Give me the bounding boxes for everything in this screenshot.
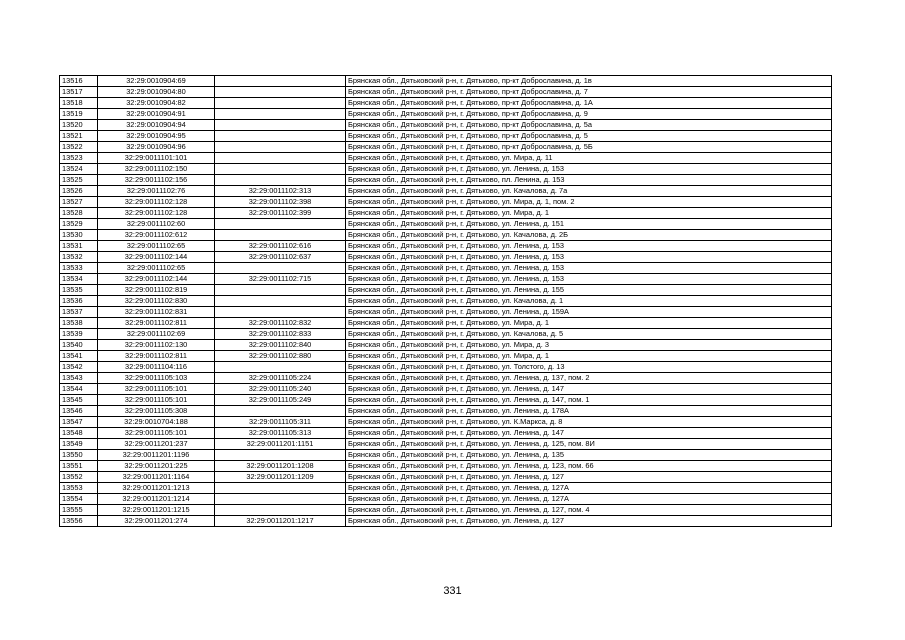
table-row: [60, 483, 832, 494]
table-row: [60, 98, 832, 109]
parent-cadastral-number-cell: 32:29:0011102:399: [215, 208, 346, 219]
parent-cadastral-number-cell: [215, 362, 346, 373]
parent-cadastral-number-cell: [215, 450, 346, 461]
address-cell: Брянская обл., Дятьковский р-н, г. Дятьково, пр-кт Доброславина, д. 1А: [346, 98, 832, 109]
parent-cadastral-number-cell: [215, 230, 346, 241]
cadastral-number-cell: 32:29:0010904:69: [98, 76, 215, 87]
address-cell: Брянская обл., Дятьковский р-н, г. Дятьково, ул. Ленина, д. 153: [346, 274, 832, 285]
parent-cadastral-number-cell: 32:29:0011105:311: [215, 417, 346, 428]
address-cell: Брянская обл., Дятьковский р-н, г. Дятьково, ул. Качалова, д. 1: [346, 296, 832, 307]
address-cell: Брянская обл., Дятьковский р-н, г. Дятьково, ул. Качалова, д. 7а: [346, 186, 832, 197]
row-number-cell: 13539: [60, 329, 98, 340]
address-cell: Брянская обл., Дятьковский р-н, г. Дятьково, ул. Мира, д. 1: [346, 318, 832, 329]
address-cell: Брянская обл., Дятьковский р-н, г. Дятьково, пр-кт Доброславина, д. 5а: [346, 120, 832, 131]
table-row: [60, 241, 832, 252]
row-number-cell: 13532: [60, 252, 98, 263]
address-cell: Брянская обл., Дятьковский р-н, г. Дятьково, пр-кт Доброславина, д. 9: [346, 109, 832, 120]
cadastral-number-cell: 32:29:0011102:144: [98, 252, 215, 263]
parent-cadastral-number-cell: 32:29:0011102:637: [215, 252, 346, 263]
table-row: [60, 505, 832, 516]
address-cell: Брянская обл., Дятьковский р-н, г. Дятьково, ул. Ленина, д. 147: [346, 384, 832, 395]
cadastral-number-cell: 32:29:0011102:831: [98, 307, 215, 318]
address-cell: Брянская обл., Дятьковский р-н, г. Дятьково, ул. Ленина, д. 127, пом. 4: [346, 505, 832, 516]
cadastral-number-cell: 32:29:0011105:101: [98, 428, 215, 439]
parent-cadastral-number-cell: 32:29:0011102:715: [215, 274, 346, 285]
address-cell: Брянская обл., Дятьковский р-н, г. Дятьково, ул. Ленина, д. 153: [346, 252, 832, 263]
cadastral-number-cell: 32:29:0011201:1164: [98, 472, 215, 483]
table-row: [60, 109, 832, 120]
row-number-cell: 13546: [60, 406, 98, 417]
address-cell: Брянская обл., Дятьковский р-н, г. Дятьково, ул. Ленина, д. 127: [346, 472, 832, 483]
cadastral-number-cell: 32:29:0011102:130: [98, 340, 215, 351]
parent-cadastral-number-cell: 32:29:0011201:1151: [215, 439, 346, 450]
parent-cadastral-number-cell: [215, 219, 346, 230]
cadastral-number-cell: 32:29:0011105:103: [98, 373, 215, 384]
cadastral-number-cell: 32:29:0011102:830: [98, 296, 215, 307]
table-row: [60, 329, 832, 340]
row-number-cell: 13519: [60, 109, 98, 120]
cadastral-number-cell: 32:29:0011102:128: [98, 208, 215, 219]
row-number-cell: 13556: [60, 516, 98, 527]
parent-cadastral-number-cell: [215, 296, 346, 307]
cadastral-number-cell: 32:29:0011104:116: [98, 362, 215, 373]
table-row: [60, 494, 832, 505]
cadastral-number-cell: 32:29:0011201:1213: [98, 483, 215, 494]
address-cell: Брянская обл., Дятьковский р-н, г. Дятьково, пл. Ленина, д. 153: [346, 175, 832, 186]
cadastral-number-cell: 32:29:0011102:150: [98, 164, 215, 175]
parent-cadastral-number-cell: 32:29:0011102:833: [215, 329, 346, 340]
row-number-cell: 13529: [60, 219, 98, 230]
row-number-cell: 13530: [60, 230, 98, 241]
table-row: [60, 153, 832, 164]
parent-cadastral-number-cell: 32:29:0011201:1209: [215, 472, 346, 483]
cadastral-number-cell: 32:29:0011101:101: [98, 153, 215, 164]
parent-cadastral-number-cell: [215, 285, 346, 296]
address-cell: Брянская обл., Дятьковский р-н, г. Дятьково, ул. К.Маркса, д. 8: [346, 417, 832, 428]
parent-cadastral-number-cell: 32:29:0011201:1208: [215, 461, 346, 472]
parent-cadastral-number-cell: [215, 307, 346, 318]
cadastral-number-cell: 32:29:0011102:76: [98, 186, 215, 197]
cadastral-number-cell: 32:29:0011201:1214: [98, 494, 215, 505]
table-row: [60, 164, 832, 175]
cadastral-number-cell: 32:29:0011102:69: [98, 329, 215, 340]
row-number-cell: 13551: [60, 461, 98, 472]
address-cell: Брянская обл., Дятьковский р-н, г. Дятьково, ул. Мира, д. 1, пом. 2: [346, 197, 832, 208]
table-row: [60, 285, 832, 296]
address-cell: Брянская обл., Дятьковский р-н, г. Дятьково, ул. Ленина, д. 147, пом. 1: [346, 395, 832, 406]
table-row: [60, 252, 832, 263]
row-number-cell: 13520: [60, 120, 98, 131]
parent-cadastral-number-cell: 32:29:0011102:832: [215, 318, 346, 329]
row-number-cell: 13538: [60, 318, 98, 329]
cadastral-number-cell: 32:29:0011102:60: [98, 219, 215, 230]
cadastral-number-cell: 32:29:0011102:811: [98, 351, 215, 362]
page-number: 331: [443, 585, 462, 597]
table-row: [60, 373, 832, 384]
table-row: [60, 186, 832, 197]
address-cell: Брянская обл., Дятьковский р-н, г. Дятьково, ул. Ленина, д. 151: [346, 219, 832, 230]
address-cell: Брянская обл., Дятьковский р-н, г. Дятьково, ул. Мира, д. 1: [346, 351, 832, 362]
parent-cadastral-number-cell: [215, 109, 346, 120]
row-number-cell: 13543: [60, 373, 98, 384]
cadastral-number-cell: 32:29:0011102:128: [98, 197, 215, 208]
table-row: [60, 516, 832, 527]
register-table-body: [60, 76, 832, 527]
row-number-cell: 13547: [60, 417, 98, 428]
address-cell: Брянская обл., Дятьковский р-н, г. Дятьково, ул. Мира, д. 11: [346, 153, 832, 164]
parent-cadastral-number-cell: [215, 483, 346, 494]
table-row: [60, 428, 832, 439]
parent-cadastral-number-cell: 32:29:0011201:1217: [215, 516, 346, 527]
cadastral-number-cell: 32:29:0010904:95: [98, 131, 215, 142]
row-number-cell: 13533: [60, 263, 98, 274]
address-cell: Брянская обл., Дятьковский р-н, г. Дятьково, ул. Мира, д. 1: [346, 208, 832, 219]
address-cell: Брянская обл., Дятьковский р-н, г. Дятьково, ул. Ленина, д. 153: [346, 241, 832, 252]
row-number-cell: 13549: [60, 439, 98, 450]
row-number-cell: 13535: [60, 285, 98, 296]
parent-cadastral-number-cell: [215, 263, 346, 274]
row-number-cell: 13550: [60, 450, 98, 461]
table-row: [60, 76, 832, 87]
cadastral-number-cell: 32:29:0011102:811: [98, 318, 215, 329]
row-number-cell: 13555: [60, 505, 98, 516]
row-number-cell: 13531: [60, 241, 98, 252]
row-number-cell: 13545: [60, 395, 98, 406]
table-row: [60, 142, 832, 153]
parent-cadastral-number-cell: [215, 494, 346, 505]
row-number-cell: 13522: [60, 142, 98, 153]
address-cell: Брянская обл., Дятьковский р-н, г. Дятьково, ул. Мира, д. 3: [346, 340, 832, 351]
cadastral-number-cell: 32:29:0011102:156: [98, 175, 215, 186]
row-number-cell: 13528: [60, 208, 98, 219]
table-row: [60, 318, 832, 329]
row-number-cell: 13521: [60, 131, 98, 142]
cadastral-number-cell: 32:29:0011201:1196: [98, 450, 215, 461]
table-row: [60, 219, 832, 230]
row-number-cell: 13524: [60, 164, 98, 175]
cadastral-number-cell: 32:29:0011201:225: [98, 461, 215, 472]
row-number-cell: 13537: [60, 307, 98, 318]
address-cell: Брянская обл., Дятьковский р-н, г. Дятьково, ул. Качалова, д. 5: [346, 329, 832, 340]
parent-cadastral-number-cell: [215, 98, 346, 109]
parent-cadastral-number-cell: 32:29:0011105:224: [215, 373, 346, 384]
parent-cadastral-number-cell: [215, 505, 346, 516]
row-number-cell: 13544: [60, 384, 98, 395]
cadastral-number-cell: 32:29:0010704:188: [98, 417, 215, 428]
cadastral-number-cell: 32:29:0010904:94: [98, 120, 215, 131]
parent-cadastral-number-cell: [215, 142, 346, 153]
parent-cadastral-number-cell: [215, 120, 346, 131]
cadastral-register-table: [59, 75, 832, 527]
address-cell: Брянская обл., Дятьковский р-н, г. Дятьково, ул. Ленина, д. 127А: [346, 494, 832, 505]
address-cell: Брянская обл., Дятьковский р-н, г. Дятьково, ул. Ленина, д. 178А: [346, 406, 832, 417]
row-number-cell: 13523: [60, 153, 98, 164]
cadastral-number-cell: 32:29:0011201:1215: [98, 505, 215, 516]
cadastral-number-cell: 32:29:0011105:101: [98, 384, 215, 395]
address-cell: Брянская обл., Дятьковский р-н, г. Дятьково, пр-кт Доброславина, д. 1в: [346, 76, 832, 87]
address-cell: Брянская обл., Дятьковский р-н, г. Дятьково, ул. Ленина, д. 127А: [346, 483, 832, 494]
address-cell: Брянская обл., Дятьковский р-н, г. Дятьково, ул. Ленина, д. 153: [346, 164, 832, 175]
parent-cadastral-number-cell: 32:29:0011102:880: [215, 351, 346, 362]
cadastral-number-cell: 32:29:0011102:819: [98, 285, 215, 296]
table-row: [60, 296, 832, 307]
cadastral-number-cell: 32:29:0011201:274: [98, 516, 215, 527]
table-row: [60, 461, 832, 472]
cadastral-number-cell: 32:29:0011102:144: [98, 274, 215, 285]
parent-cadastral-number-cell: [215, 406, 346, 417]
address-cell: Брянская обл., Дятьковский р-н, г. Дятьково, ул. Толстого, д. 13: [346, 362, 832, 373]
table-row: [60, 87, 832, 98]
parent-cadastral-number-cell: 32:29:0011105:240: [215, 384, 346, 395]
cadastral-number-cell: 32:29:0010904:91: [98, 109, 215, 120]
parent-cadastral-number-cell: 32:29:0011105:249: [215, 395, 346, 406]
parent-cadastral-number-cell: [215, 164, 346, 175]
table-row: [60, 307, 832, 318]
address-cell: Брянская обл., Дятьковский р-н, г. Дятьково, пр-кт Доброславина, д. 5: [346, 131, 832, 142]
row-number-cell: 13554: [60, 494, 98, 505]
table-row: [60, 230, 832, 241]
cadastral-number-cell: 32:29:0010904:82: [98, 98, 215, 109]
parent-cadastral-number-cell: 32:29:0011102:840: [215, 340, 346, 351]
cadastral-number-cell: 32:29:0011201:237: [98, 439, 215, 450]
row-number-cell: 13517: [60, 87, 98, 98]
table-row: [60, 340, 832, 351]
cadastral-number-cell: 32:29:0011105:308: [98, 406, 215, 417]
row-number-cell: 13516: [60, 76, 98, 87]
parent-cadastral-number-cell: 32:29:0011105:313: [215, 428, 346, 439]
address-cell: Брянская обл., Дятьковский р-н, г. Дятьково, пр-кт Доброславина, д. 5Б: [346, 142, 832, 153]
parent-cadastral-number-cell: 32:29:0011102:616: [215, 241, 346, 252]
cadastral-number-cell: 32:29:0011102:65: [98, 263, 215, 274]
address-cell: Брянская обл., Дятьковский р-н, г. Дятьково, ул. Ленина, д. 153: [346, 263, 832, 274]
address-cell: Брянская обл., Дятьковский р-н, г. Дятьково, ул. Качалова, д. 2Б: [346, 230, 832, 241]
table-row: [60, 384, 832, 395]
parent-cadastral-number-cell: 32:29:0011102:313: [215, 186, 346, 197]
address-cell: Брянская обл., Дятьковский р-н, г. Дятьково, ул. Ленина, д. 127: [346, 516, 832, 527]
row-number-cell: 13536: [60, 296, 98, 307]
table-row: [60, 351, 832, 362]
address-cell: Брянская обл., Дятьковский р-н, г. Дятьково, ул. Ленина, д. 147: [346, 428, 832, 439]
table-row: [60, 197, 832, 208]
address-cell: Брянская обл., Дятьковский р-н, г. Дятьково, ул. Ленина, д. 155: [346, 285, 832, 296]
address-cell: Брянская обл., Дятьковский р-н, г. Дятьково, ул. Ленина, д. 123, пом. 66: [346, 461, 832, 472]
cadastral-number-cell: 32:29:0011105:101: [98, 395, 215, 406]
table-row: [60, 439, 832, 450]
row-number-cell: 13540: [60, 340, 98, 351]
row-number-cell: 13548: [60, 428, 98, 439]
table-row: [60, 263, 832, 274]
address-cell: Брянская обл., Дятьковский р-н, г. Дятьково, ул. Ленина, д. 125, пом. 8И: [346, 439, 832, 450]
parent-cadastral-number-cell: [215, 131, 346, 142]
row-number-cell: 13526: [60, 186, 98, 197]
address-cell: Брянская обл., Дятьковский р-н, г. Дятьково, ул. Ленина, д. 159А: [346, 307, 832, 318]
table-row: [60, 417, 832, 428]
table-row: [60, 120, 832, 131]
row-number-cell: 13552: [60, 472, 98, 483]
table-row: [60, 472, 832, 483]
table-row: [60, 175, 832, 186]
table-row: [60, 362, 832, 373]
address-cell: Брянская обл., Дятьковский р-н, г. Дятьково, пр-кт Доброславина, д. 7: [346, 87, 832, 98]
cadastral-number-cell: 32:29:0011102:612: [98, 230, 215, 241]
table-row: [60, 131, 832, 142]
table-row: [60, 406, 832, 417]
row-number-cell: 13527: [60, 197, 98, 208]
address-cell: Брянская обл., Дятьковский р-н, г. Дятьково, ул. Ленина, д. 135: [346, 450, 832, 461]
row-number-cell: 13553: [60, 483, 98, 494]
cadastral-number-cell: 32:29:0010904:96: [98, 142, 215, 153]
row-number-cell: 13534: [60, 274, 98, 285]
row-number-cell: 13525: [60, 175, 98, 186]
table-row: [60, 395, 832, 406]
parent-cadastral-number-cell: [215, 76, 346, 87]
parent-cadastral-number-cell: [215, 175, 346, 186]
table-row: [60, 208, 832, 219]
parent-cadastral-number-cell: [215, 87, 346, 98]
cadastral-number-cell: 32:29:0011102:65: [98, 241, 215, 252]
parent-cadastral-number-cell: [215, 153, 346, 164]
address-cell: Брянская обл., Дятьковский р-н, г. Дятьково, ул. Ленина, д. 137, пом. 2: [346, 373, 832, 384]
parent-cadastral-number-cell: 32:29:0011102:398: [215, 197, 346, 208]
row-number-cell: 13518: [60, 98, 98, 109]
table-row: [60, 450, 832, 461]
table-row: [60, 274, 832, 285]
row-number-cell: 13541: [60, 351, 98, 362]
row-number-cell: 13542: [60, 362, 98, 373]
cadastral-number-cell: 32:29:0010904:80: [98, 87, 215, 98]
